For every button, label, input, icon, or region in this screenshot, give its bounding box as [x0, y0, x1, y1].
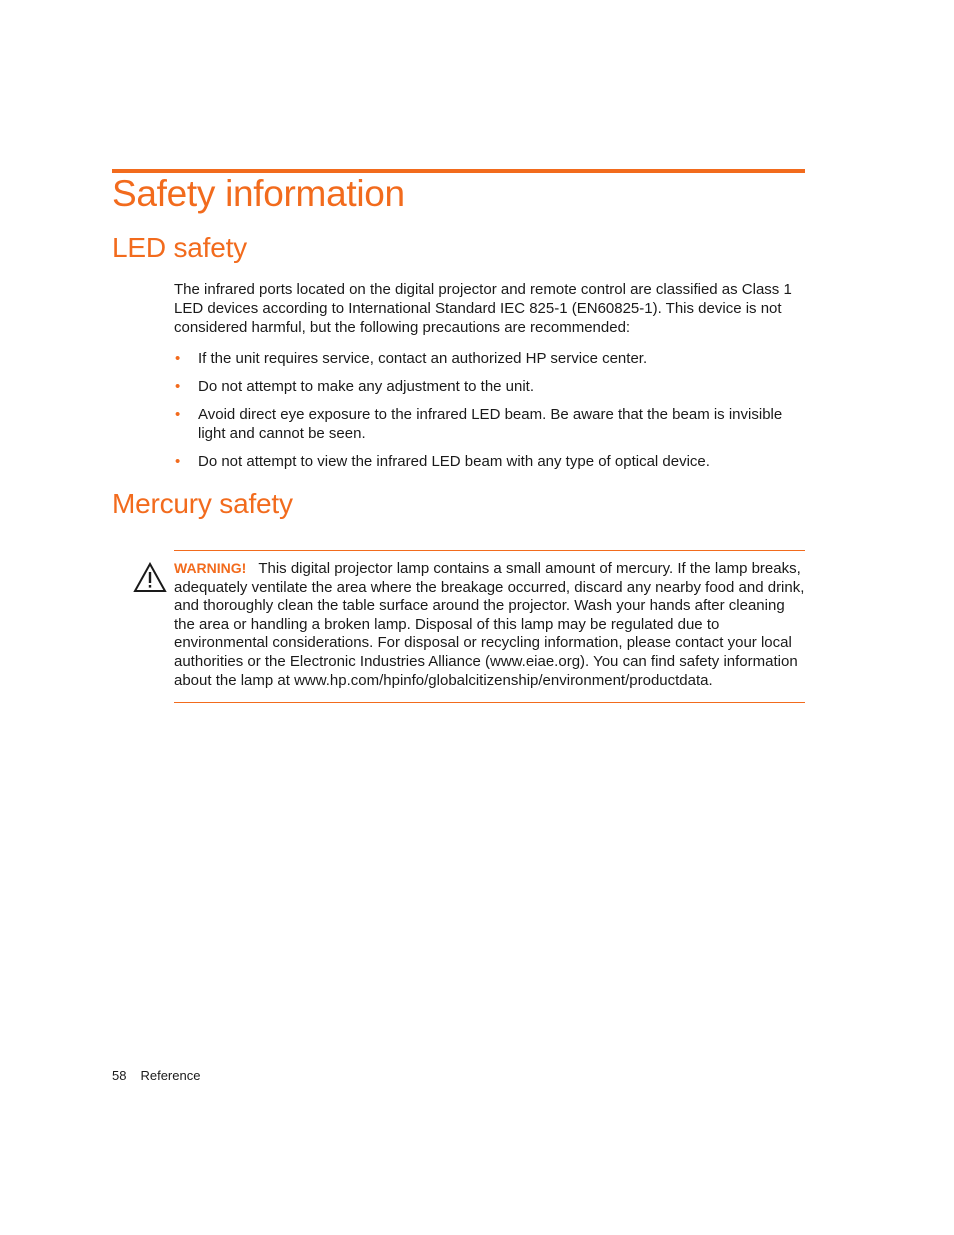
list-item	[174, 405, 806, 443]
page-title: Safety information	[112, 173, 405, 214]
warning-triangle-icon	[133, 562, 167, 594]
footer-section-name: Reference	[140, 1068, 201, 1083]
led-safety-heading: LED safety	[112, 232, 247, 263]
bullet-icon: •	[175, 406, 181, 423]
list-item-text: Do not attempt to view the infrared LED beam with any type of optical device.	[198, 453, 710, 470]
page-number: 58	[112, 1068, 127, 1083]
bullet-icon: •	[175, 453, 181, 470]
list-item	[174, 349, 806, 368]
warning-bottom-rule	[174, 702, 805, 703]
list-item-text: If the unit requires service, contact an authorized HP service center.	[198, 350, 648, 367]
mercury-warning	[174, 559, 806, 690]
list-item	[174, 377, 806, 396]
page-footer	[112, 1067, 200, 1085]
list-item	[174, 452, 806, 471]
list-item-text: Avoid direct eye exposure to the infrared LED beam. Be aware that the beam is invisible light and cannot be seen.	[198, 406, 783, 442]
warning-label: WARNING!	[174, 560, 247, 576]
list-item-text: Do not attempt to make any adjustment to the unit.	[198, 378, 535, 395]
bullet-icon: •	[175, 378, 181, 395]
bullet-icon: •	[175, 350, 181, 367]
led-intro-paragraph: The infrared ports located on the digital projector and remote control are classified as Class 1 LED devices according to International Standard IEC 825-1 (EN60825-1). This device is not considered harmful, but the following precautions are recommended:	[174, 281, 792, 336]
mercury-safety-heading: Mercury safety	[112, 488, 293, 519]
warning-top-rule	[174, 550, 805, 551]
led-precautions-list	[174, 349, 806, 480]
warning-body-text: This digital projector lamp contains a small amount of mercury. If the lamp breaks, adequately ventilate the area where the breakage occurred, discard any nearby food and drink, and thoroughly clean the table surface around the projector. Wash your hands after cleaning the area or handling a broken lamp. Disposal of this lamp may be regulated due to environmental considerations. For disposal or recycling information, please contact your local authorities or the Electronic Industries Alliance (www.eiae.org). You can find safety information about the lamp at www.hp.com/hpinfo/globalcitizenship/environment/productdata.	[174, 560, 805, 689]
